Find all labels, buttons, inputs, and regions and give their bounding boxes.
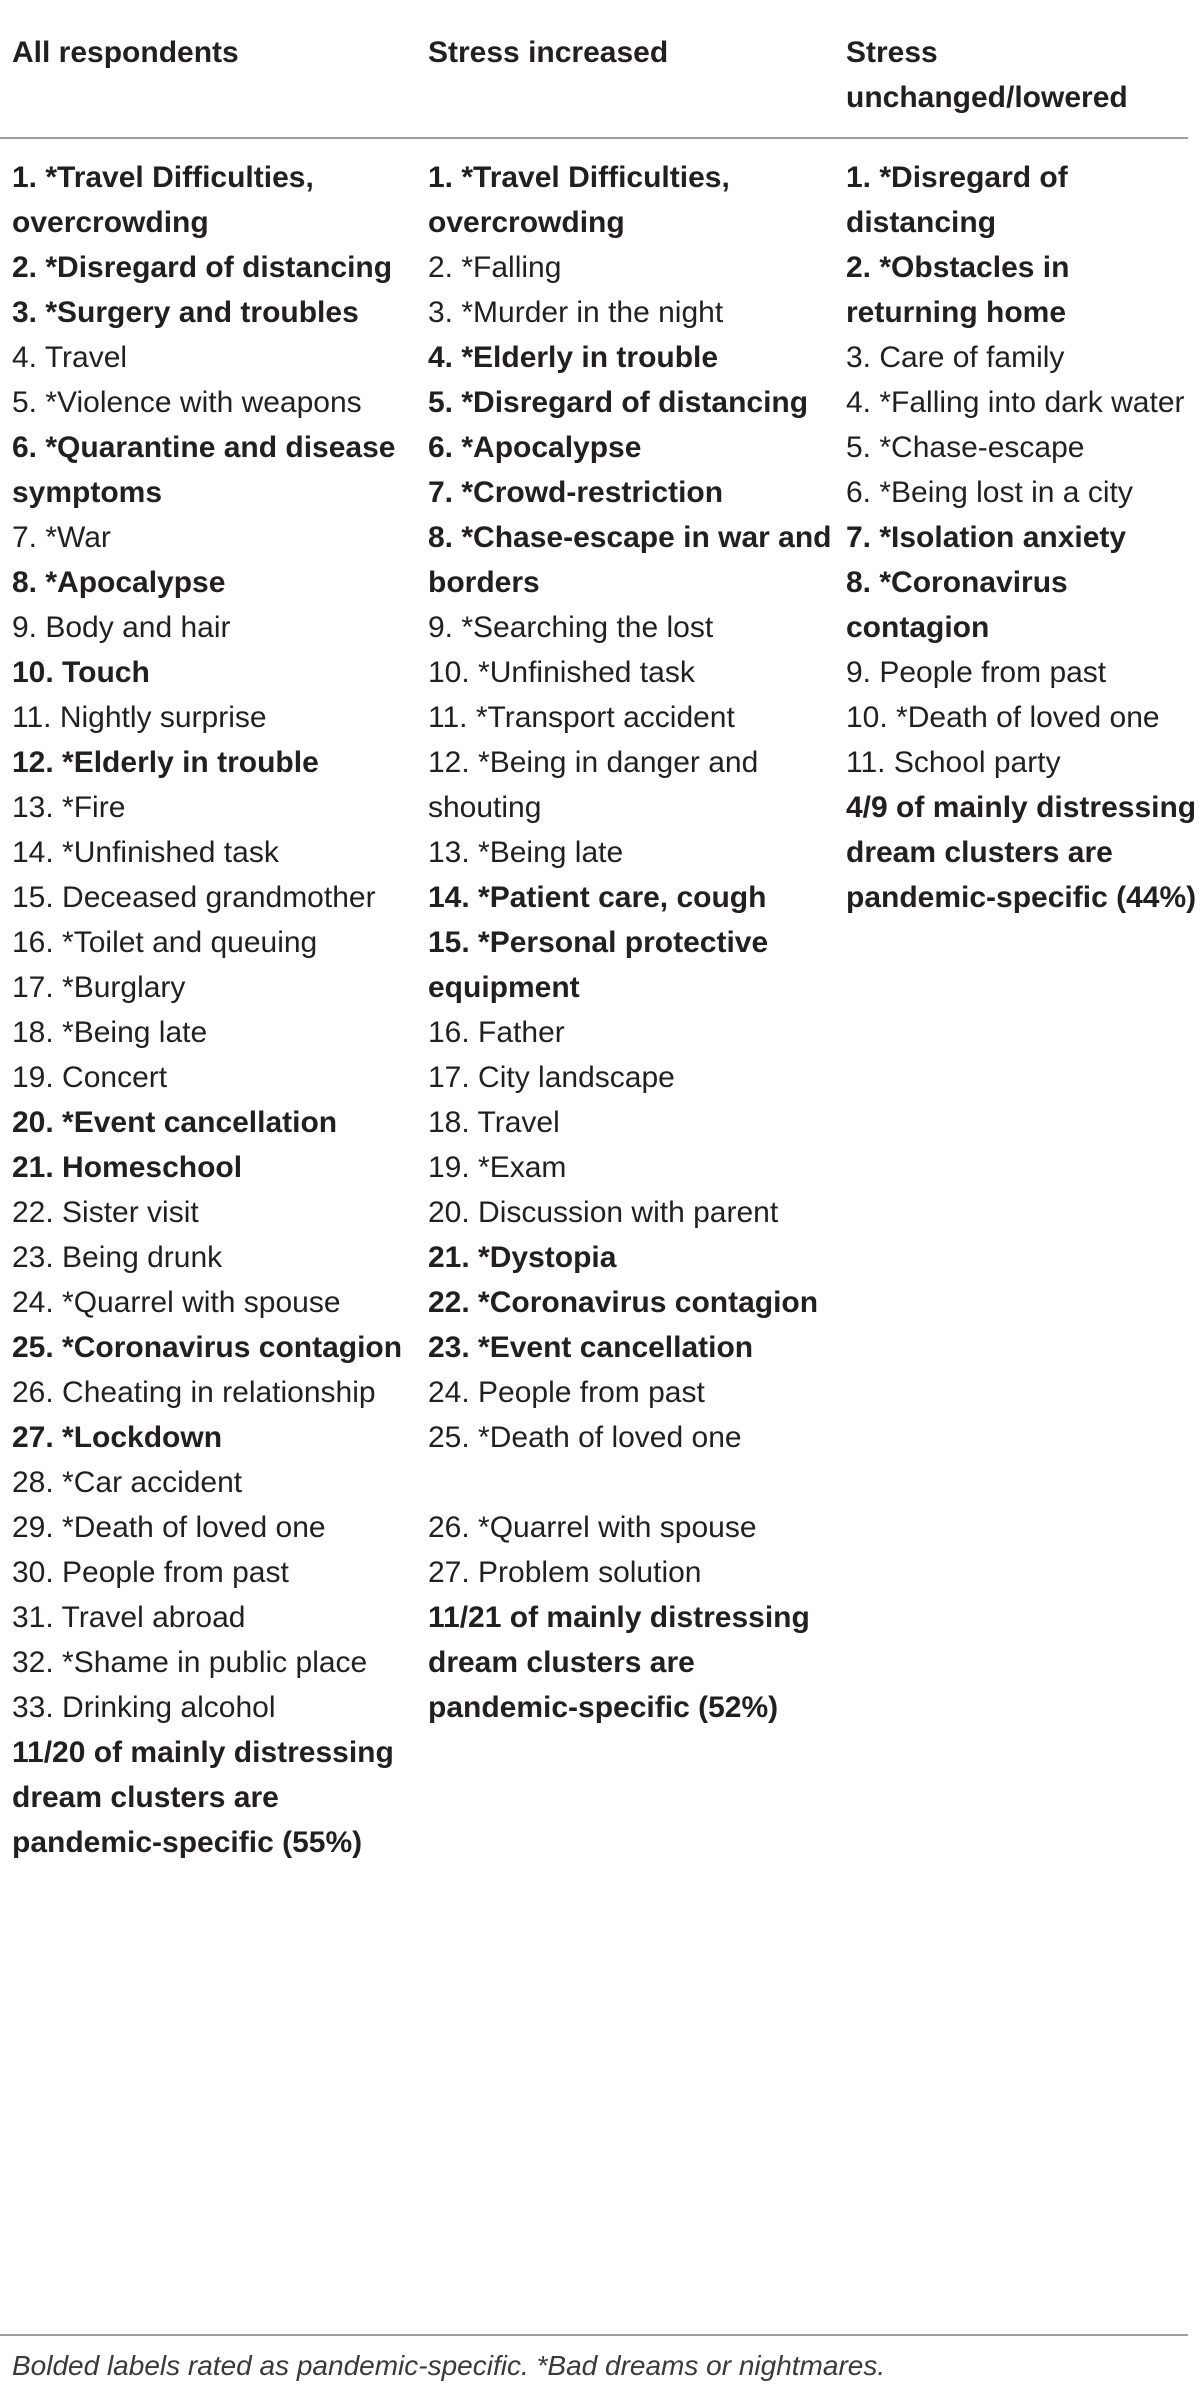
list-item: 11. School party <box>846 746 1061 779</box>
list-item: 7. *Isolation anxiety <box>846 521 1127 554</box>
list-item: 8. *Chase-escape in war and borders <box>428 521 832 599</box>
list-item: 5. *Chase-escape <box>846 431 1085 464</box>
list-item: 4. Travel <box>12 341 128 374</box>
list-item: 24. *Quarrel with spouse <box>12 1286 341 1319</box>
list-item: 30. People from past <box>12 1556 289 1589</box>
list-item: 7. *War <box>12 521 111 554</box>
list-item: 9. Body and hair <box>12 611 231 644</box>
list-item: 22. Sister visit <box>12 1196 199 1229</box>
column-summary: 4/9 of mainly distressing dream clusters are pandemic-specific (44%) <box>846 791 1197 914</box>
list-item: 9. People from past <box>846 656 1107 689</box>
list-item: 10. *Unfinished task <box>428 656 695 689</box>
list-item: 19. *Exam <box>428 1151 567 1184</box>
list-item: 4. *Elderly in trouble <box>428 341 719 374</box>
list-item: 24. People from past <box>428 1376 705 1409</box>
list-item: 16. *Toilet and queuing <box>12 926 318 959</box>
list-item: 1. *Travel Difficulties, overcrowding <box>12 161 314 239</box>
list-item: 11. *Transport accident <box>428 701 735 734</box>
list-item: 1. *Travel Difficulties, overcrowding <box>428 161 730 239</box>
list-item: 27. Problem solution <box>428 1556 702 1589</box>
list-item: 14. *Patient care, cough <box>428 881 767 914</box>
list-item: 7. *Crowd-restriction <box>428 476 724 509</box>
list-item: 2. *Falling <box>428 251 562 284</box>
list-item: 8. *Coronavirus contagion <box>846 566 1068 644</box>
list-item: 5. *Disregard of distancing <box>428 386 809 419</box>
list-item: 26. Cheating in relationship <box>12 1376 376 1409</box>
column-header-unchanged: Stress unchanged/lowered <box>846 36 1128 114</box>
list-item: 23. Being drunk <box>12 1241 223 1274</box>
list-item: 21. Homeschool <box>12 1151 243 1184</box>
list-item: 31. Travel abroad <box>12 1601 246 1634</box>
list-item: 15. *Personal protective equipment <box>428 926 769 1004</box>
table-footnote: Bolded labels rated as pandemic-specific. *Bad dreams or nightmares. <box>12 2350 886 2381</box>
list-item: 17. City landscape <box>428 1061 675 1094</box>
list-item: 25. *Coronavirus contagion <box>12 1331 403 1364</box>
list-item: 1. *Disregard of distancing <box>846 161 1068 239</box>
list-item: 10. *Death of loved one <box>846 701 1160 734</box>
list-item: 18. *Being late <box>12 1016 208 1049</box>
column-header-all: All respondents <box>12 36 239 69</box>
list-item: 3. *Murder in the night <box>428 296 724 329</box>
list-item: 20. Discussion with parent <box>428 1196 779 1229</box>
column-summary: 11/21 of mainly distressing dream clusters are pandemic-specific (52%) <box>428 1601 810 1724</box>
list-item: 28. *Car accident <box>12 1466 243 1499</box>
list-item: 2. *Disregard of distancing <box>12 251 393 284</box>
footer-divider <box>0 2334 1188 2336</box>
list-item: 27. *Lockdown <box>12 1421 223 1454</box>
list-item: 12. *Being in danger and shouting <box>428 746 759 824</box>
list-item: 21. *Dystopia <box>428 1241 617 1274</box>
list-item: 9. *Searching the lost <box>428 611 714 644</box>
list-item: 8. *Apocalypse <box>12 566 226 599</box>
list-item: 2. *Obstacles in returning home <box>846 251 1070 329</box>
list-item: 6. *Apocalypse <box>428 431 642 464</box>
list-item: 11. Nightly surprise <box>12 701 267 734</box>
list-item: 32. *Shame in public place <box>12 1646 368 1679</box>
column-stress-unchanged <box>846 155 1200 920</box>
column-stress-increased <box>428 155 838 1730</box>
list-item: 33. Drinking alcohol <box>12 1691 276 1724</box>
list-item: 6. *Quarantine and disease symptoms <box>12 431 396 509</box>
list-item: 29. *Death of loved one <box>12 1511 326 1544</box>
list-item: 18. Travel <box>428 1106 560 1139</box>
column-all-respondents <box>12 155 412 1865</box>
list-item: 20. *Event cancellation <box>12 1106 338 1139</box>
list-item: 13. *Being late <box>428 836 624 869</box>
list-item: 26. *Quarrel with spouse <box>428 1511 757 1544</box>
list-item: 3. *Surgery and troubles <box>12 296 359 329</box>
list-item: 19. Concert <box>12 1061 168 1094</box>
list-item: 22. *Coronavirus contagion <box>428 1286 819 1319</box>
list-item: 25. *Death of loved one <box>428 1421 742 1454</box>
list-item: 15. Deceased grandmother <box>12 881 376 914</box>
column-summary: 11/20 of mainly distressing dream clusters are pandemic-specific (55%) <box>12 1736 394 1859</box>
list-item: 13. *Fire <box>12 791 126 824</box>
list-item: 10. Touch <box>12 656 150 689</box>
header-divider <box>0 137 1188 139</box>
list-item: 5. *Violence with weapons <box>12 386 362 419</box>
list-item: 3. Care of family <box>846 341 1065 374</box>
list-spacer <box>428 1460 838 1505</box>
list-item: 16. Father <box>428 1016 565 1049</box>
list-item: 23. *Event cancellation <box>428 1331 754 1364</box>
list-item: 17. *Burglary <box>12 971 186 1004</box>
list-item: 14. *Unfinished task <box>12 836 279 869</box>
column-header-increased: Stress increased <box>428 36 669 69</box>
list-item: 6. *Being lost in a city <box>846 476 1133 509</box>
list-item: 4. *Falling into dark water <box>846 386 1185 419</box>
list-item: 12. *Elderly in trouble <box>12 746 319 779</box>
